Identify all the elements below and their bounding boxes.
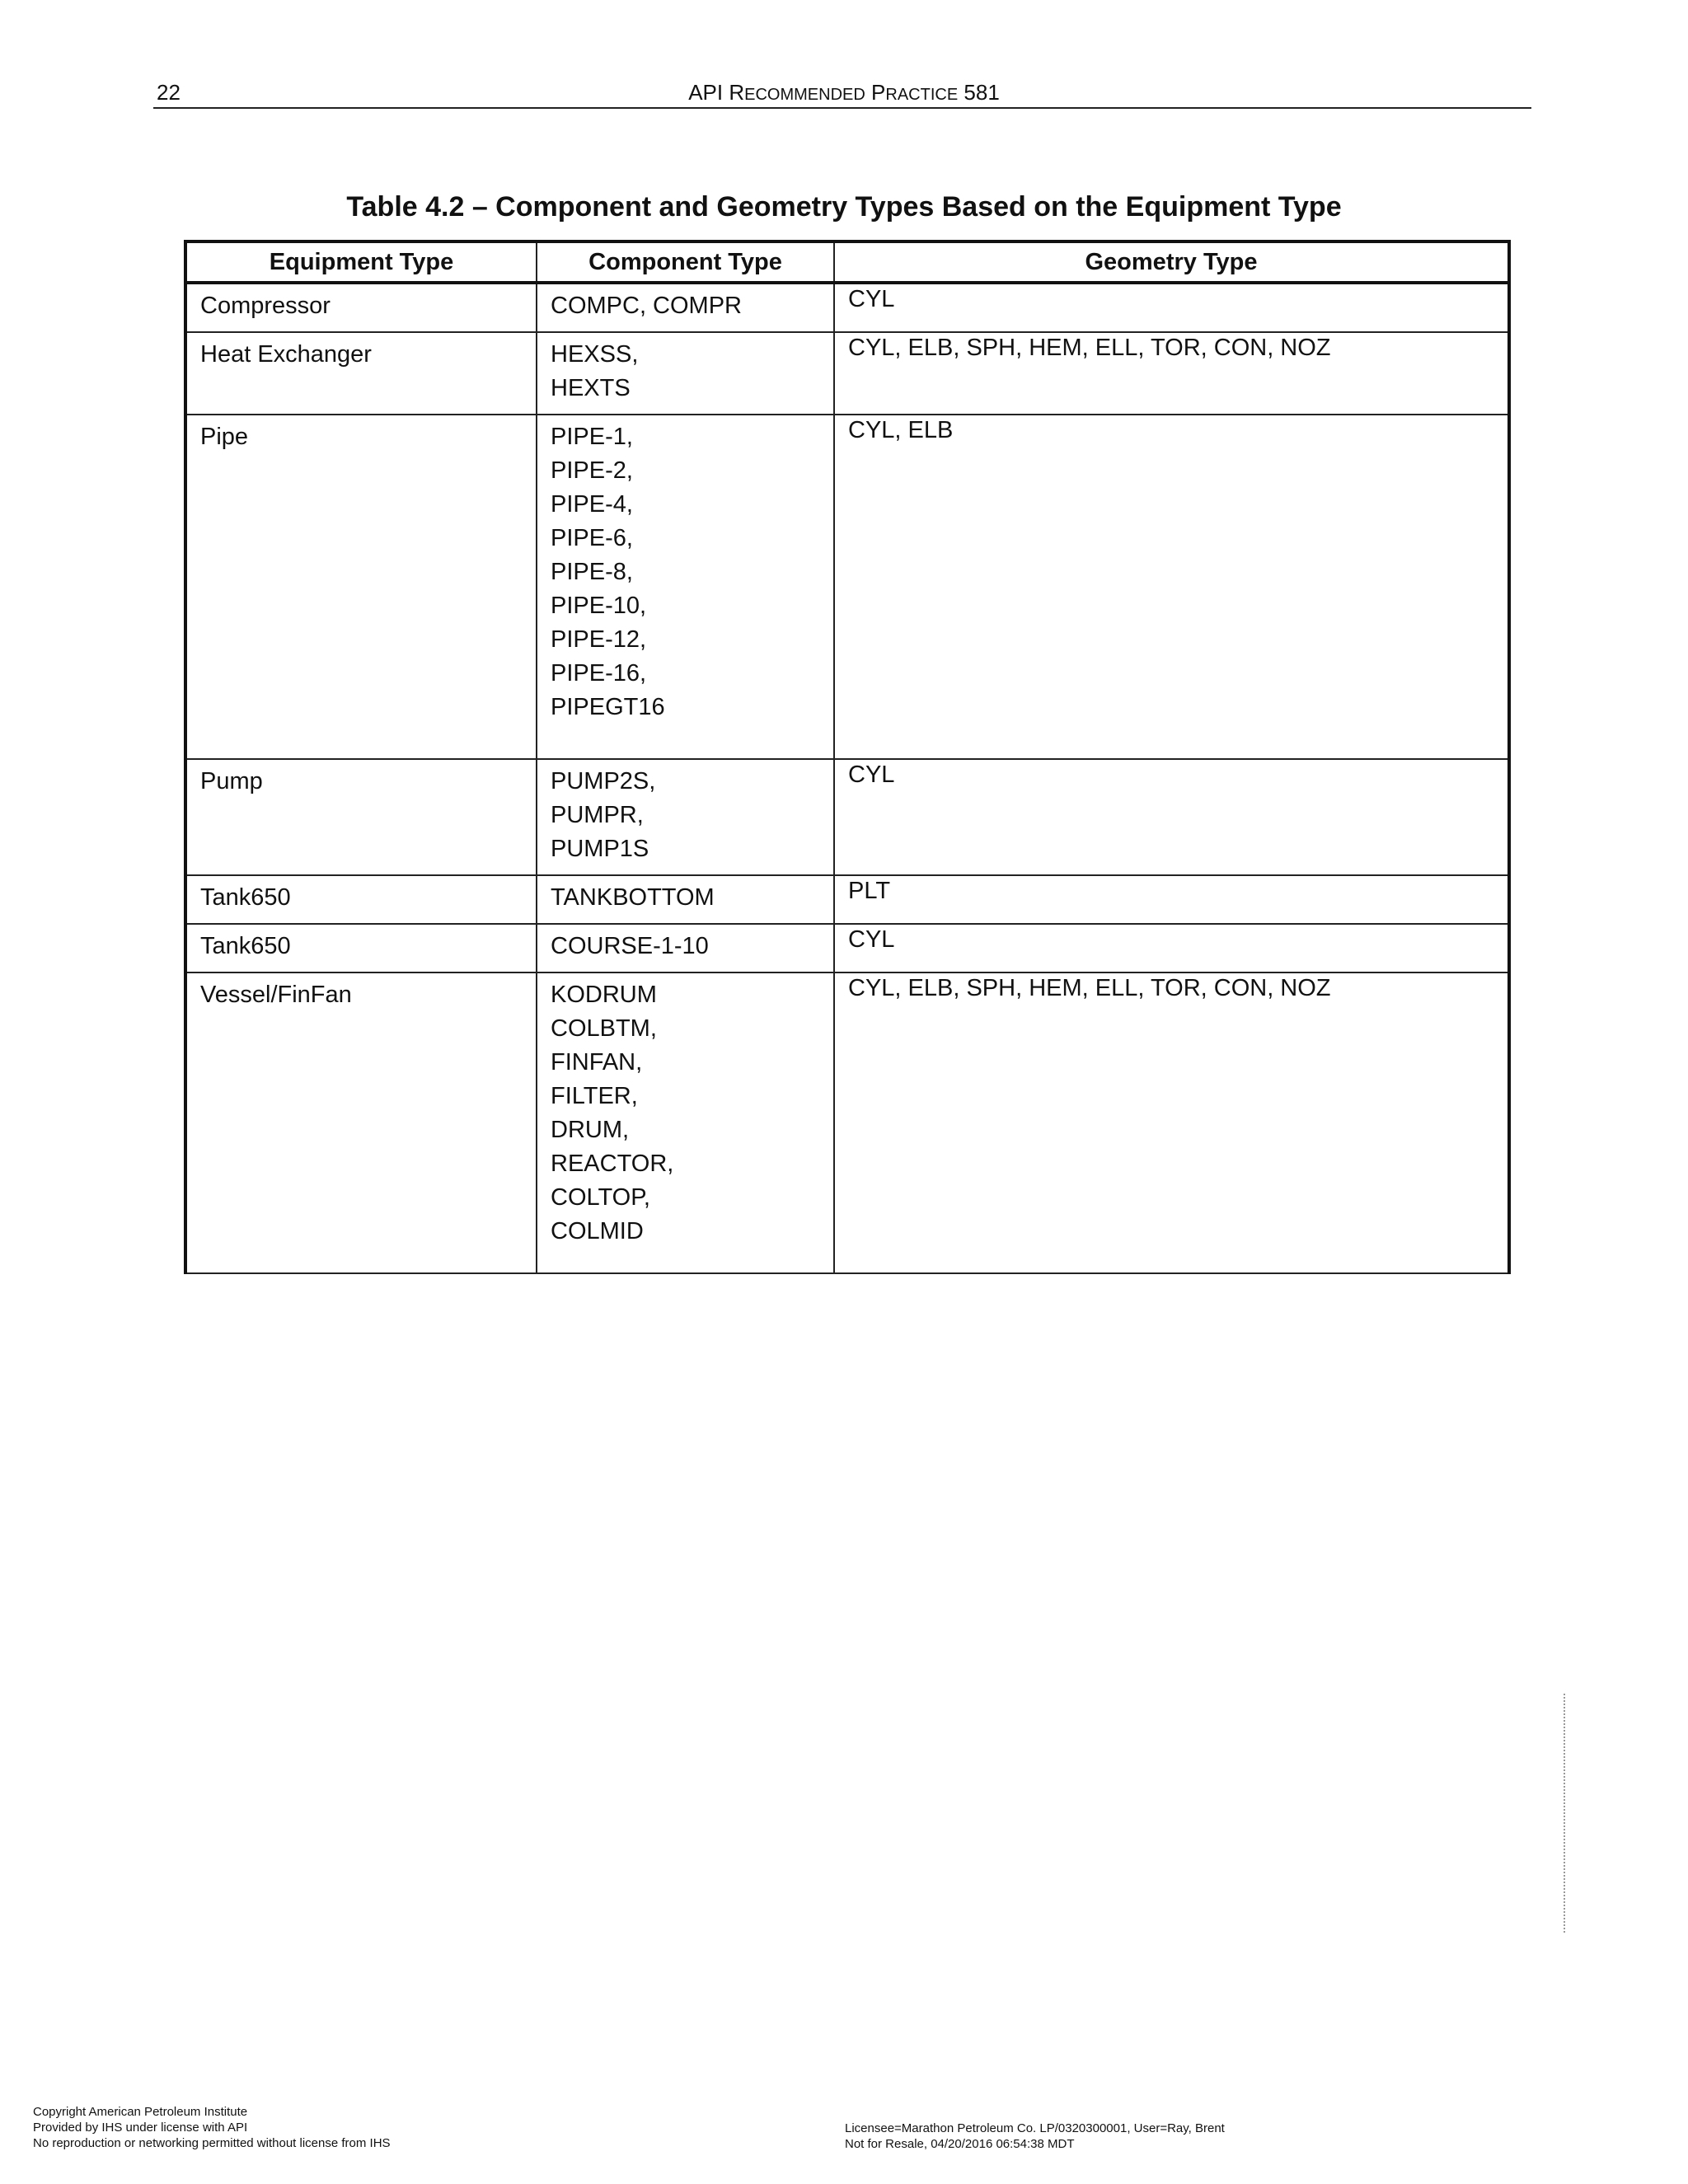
component-type-item: PIPE-16,	[551, 660, 647, 687]
geometry-type-cell: CYL, ELB, SPH, HEM, ELL, TOR, CON, NOZ	[834, 332, 1509, 415]
running-header-smallcaps-2: RACTICE	[885, 86, 959, 104]
geometry-type-cell: CYL	[834, 924, 1509, 972]
component-type-cell	[537, 972, 834, 1273]
component-type-item: FILTER,	[551, 1083, 638, 1109]
component-type-item: PUMPR,	[551, 802, 644, 828]
table-row	[185, 924, 1509, 972]
table-header-row	[185, 241, 1509, 283]
table-row	[185, 415, 1509, 759]
column-header-equipment-type: Equipment Type	[185, 241, 537, 283]
equipment-type-cell: Pump	[185, 759, 537, 875]
page-number: 22	[157, 80, 181, 105]
component-type-item: HEXTS	[551, 375, 631, 401]
column-header-geometry-type: Geometry Type	[834, 241, 1509, 283]
component-type-cell	[537, 415, 834, 759]
footer-license	[845, 2121, 1225, 2152]
component-type-item: FINFAN,	[551, 1049, 643, 1076]
component-type-cell	[537, 875, 834, 924]
footer-line: Not for Resale, 04/20/2016 06:54:38 MDT	[845, 2137, 1075, 2151]
equipment-type-cell: Tank650	[185, 924, 537, 972]
component-type-item: REACTOR,	[551, 1151, 674, 1177]
component-type-item: PUMP1S	[551, 836, 649, 862]
component-type-item: PIPEGT16	[551, 694, 665, 720]
component-type-item: COLBTM,	[551, 1015, 657, 1042]
component-type-item: COLTOP,	[551, 1184, 650, 1211]
component-type-item: COURSE-1-10	[551, 933, 709, 959]
table-row	[185, 972, 1509, 1273]
component-type-item: COLMID	[551, 1218, 644, 1244]
table-row	[185, 332, 1509, 415]
equipment-type-cell: Tank650	[185, 875, 537, 924]
footer-line: No reproduction or networking permitted without license from IHS	[33, 2136, 391, 2150]
margin-dot-marks	[1564, 1694, 1570, 1933]
running-header-prefix: API R	[688, 80, 745, 105]
component-type-cell	[537, 924, 834, 972]
component-type-cell	[537, 332, 834, 415]
equipment-type-cell: Pipe	[185, 415, 537, 759]
table-title: Table 4.2 – Component and Geometry Types Based on the Equipment Type	[346, 191, 1342, 223]
column-header-component-type: Component Type	[537, 241, 834, 283]
component-type-item: PIPE-12,	[551, 626, 647, 653]
geometry-type-cell: CYL, ELB, SPH, HEM, ELL, TOR, CON, NOZ	[834, 972, 1509, 1273]
geometry-type-cell: CYL	[834, 283, 1509, 332]
geometry-type-cell: CYL	[834, 759, 1509, 875]
table-row	[185, 283, 1509, 332]
table-row	[185, 759, 1509, 875]
component-type-item: PIPE-4,	[551, 491, 633, 518]
running-header	[0, 80, 1688, 105]
component-type-item: COMPC, COMPR	[551, 293, 742, 319]
footer-copyright	[33, 2104, 391, 2151]
running-header-mid: P	[865, 80, 886, 105]
component-type-item: DRUM,	[551, 1117, 630, 1143]
equipment-type-cell: Heat Exchanger	[185, 332, 537, 415]
equipment-type-cell: Compressor	[185, 283, 537, 332]
footer-line: Copyright American Petroleum Institute	[33, 2105, 248, 2119]
footer-line: Licensee=Marathon Petroleum Co. LP/0320300001, User=Ray, Brent	[845, 2121, 1225, 2135]
component-type-cell	[537, 283, 834, 332]
component-type-item: HEXSS,	[551, 341, 639, 368]
component-type-item: TANKBOTTOM	[551, 884, 715, 911]
component-type-item: PIPE-2,	[551, 457, 633, 484]
component-type-item: PIPE-1,	[551, 424, 633, 450]
component-type-item: PUMP2S,	[551, 768, 656, 794]
component-type-cell	[537, 759, 834, 875]
geometry-type-cell: CYL, ELB	[834, 415, 1509, 759]
running-header-smallcaps-1: ECOMMENDED	[744, 86, 865, 104]
equipment-type-cell: Vessel/FinFan	[185, 972, 537, 1273]
table-row	[185, 875, 1509, 924]
footer-line: Provided by IHS under license with API	[33, 2121, 248, 2135]
running-header-suffix: 581	[958, 80, 1000, 105]
geometry-type-cell: PLT	[834, 875, 1509, 924]
component-geometry-table	[184, 240, 1511, 1274]
header-rule	[153, 107, 1531, 109]
component-type-item: PIPE-6,	[551, 525, 633, 551]
component-type-item: KODRUM	[551, 982, 657, 1008]
component-type-item: PIPE-8,	[551, 559, 633, 585]
component-type-item: PIPE-10,	[551, 593, 647, 619]
